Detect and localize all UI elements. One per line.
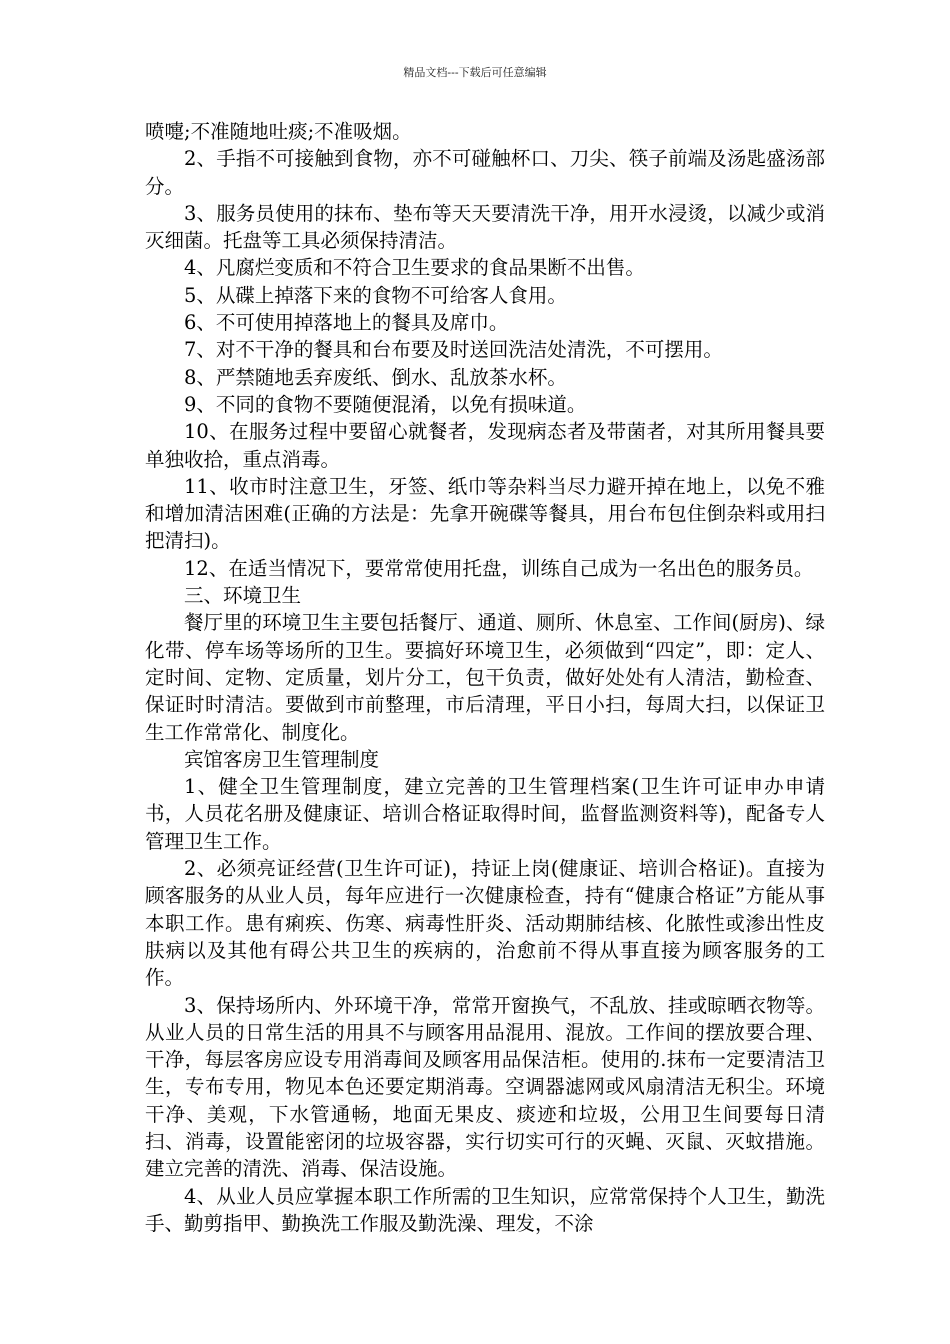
paragraph: 7、对不干净的餐具和台布要及时送回洗洁处清洗，不可摆用。 xyxy=(184,338,723,362)
document-body xyxy=(145,118,825,1237)
section-heading: 三、环境卫生 xyxy=(184,584,302,608)
paragraph: 12、在适当情况下，要常常使用托盘，训练自己成为一名出色的服务员。 xyxy=(184,556,814,580)
paragraph: 2、必须亮证经营(卫生许可证)，持证上岗(健康证、培训合格证)。直接为顾客服务的从业人员，每年应进行一次健康检查，持有“健康合格证”方能从事本职工作。患有痢疾、伤寒、病毒性肝炎、活动期肺结核、化脓性或渗出性皮肤病以及其他有碍公共卫生的疾病的，治愈前不得从事直接为顾客服务的工作。 xyxy=(145,857,825,990)
paragraph: 餐厅里的环境卫生主要包括餐厅、通道、厕所、休息室、工作间(厨房)、绿化带、停车场等场所的卫生。要搞好环境卫生，必须做到“四定”，即：定人、定时间、定物、定质量，划片分工，包干负责，做好处处有人清洁，勤检查、保证时时清洁。要做到市前整理，市后清理，平日小扫，每周大扫，以保证卫生工作常常化、制度化。 xyxy=(145,611,825,744)
paragraph: 5、从碟上掉落下来的食物不可给客人食用。 xyxy=(184,283,567,307)
paragraph: 2、手指不可接触到食物，亦不可碰触杯口、刀尖、筷子前端及汤匙盛汤部分。 xyxy=(145,147,825,198)
paragraph: 1、健全卫生管理制度，建立完善的卫生管理档案(卫生许可证申办申请书，人员花名册及健康证、培训合格证取得时间，监督监测资料等)，配备专人管理卫生工作。 xyxy=(145,775,825,853)
paragraph: 6、不可使用掉落地上的餐具及席巾。 xyxy=(184,311,509,335)
paragraph: 3、服务员使用的抹布、垫布等天天要清洗干净，用开水浸烫，以减少或消灭细菌。托盘等工具必须保持清洁。 xyxy=(145,201,825,253)
paragraph: 11、收市时注意卫生，牙签、纸巾等杂料当尽力避开掉在地上，以免不雅和增加清洁困难(正确的方法是：先拿开碗碟等餐具，用台布包住倒杂料或用扫把清扫)。 xyxy=(145,474,825,553)
paragraph: 4、凡腐烂变质和不符合卫生要求的食品果断不出售。 xyxy=(184,256,645,280)
paragraph: 9、不同的食物不要随便混淆，以免有损味道。 xyxy=(184,392,587,416)
paragraph: 4、从业人员应掌握本职工作所需的卫生知识，应常常保持个人卫生，勤洗手、勤剪指甲、勤换洗工作服及勤洗澡、理发，不涂 xyxy=(145,1184,825,1235)
paragraph: 喷嚏;不准随地吐痰;不准吸烟。 xyxy=(145,120,412,143)
paragraph: 3、保持场所内、外环境干净，常常开窗换气，不乱放、挂或晾晒衣物等。从业人员的日常生活的用具不与顾客用品混用、混放。工作间的摆放要合理、干净，每层客房应设专用消毒间及顾客用品保洁柜。使用的.抹布一定要清洁卫生，专布专用，物见本色还要定期消毒。空调器滤网或风扇清洁无积尘。环境干净、美观，下水管通畅，地面无果皮、痰迹和垃圾，公用卫生间要每日清扫、消毒，设置能密闭的垃圾容器，实行切实可行的灭蝇、灭鼠、灭蚊措施。建立完善的清洗、消毒、保洁设施。 xyxy=(145,993,825,1181)
section-heading: 宾馆客房卫生管理制度 xyxy=(184,747,380,771)
paragraph: 8、严禁随地丢弃废纸、倒水、乱放茶水杯。 xyxy=(184,365,567,389)
paragraph: 10、在服务过程中要留心就餐者，发现病态者及带菌者，对其所用餐具要单独收拾，重点消毒。 xyxy=(145,420,825,471)
page-header: 精品文档---下载后可任意编辑 xyxy=(403,66,547,79)
